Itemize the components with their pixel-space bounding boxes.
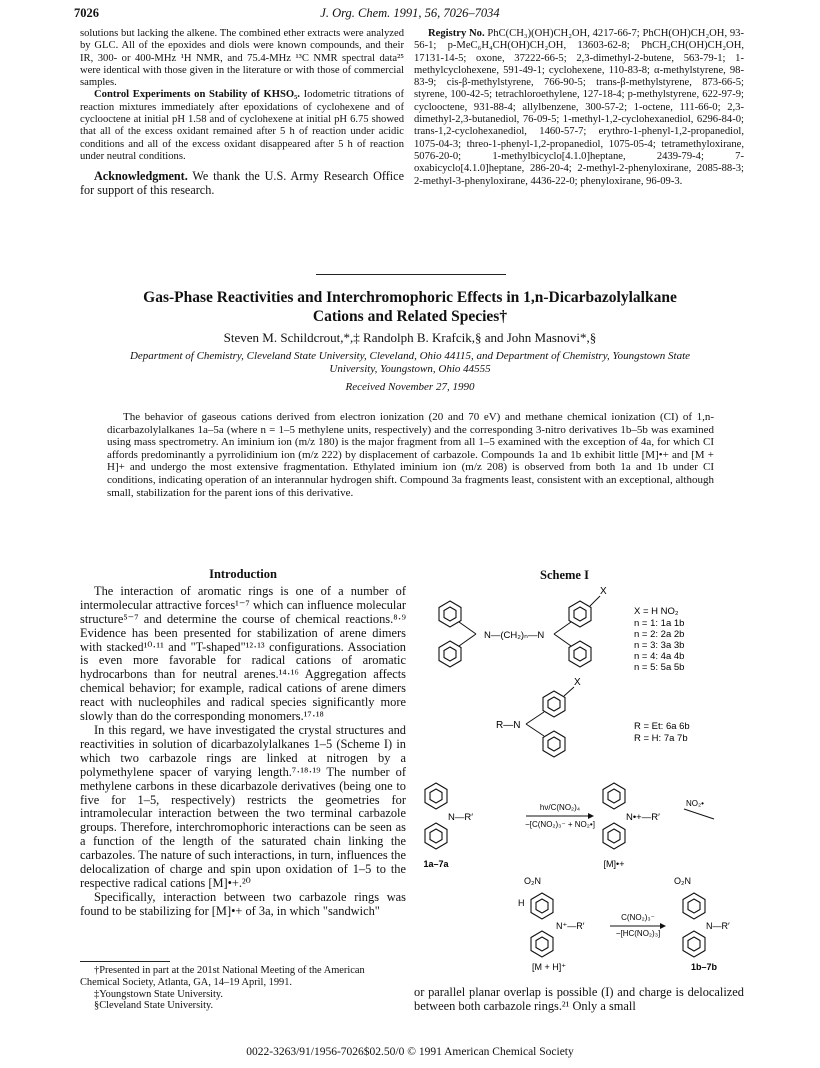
footnotes [80, 965, 406, 1012]
article-title: Gas-Phase Reactivities and Interchromophoric Effects in 1,n-Dicarbazolylalkane Cations and Related Species† [143, 289, 677, 325]
product-range-label: 1b–7b [690, 962, 718, 972]
footnote-presented: †Presented in part at the 201st National Meeting of the American Chemical Society, Atlanta, GA, 14–19 April, 1991. [80, 965, 365, 988]
arrow-head [588, 813, 594, 819]
o2n-label: O₂N [524, 876, 541, 886]
no2-radical-label: NO₂• [686, 799, 704, 808]
radical-cation-name: [M]•+ [603, 859, 625, 869]
x-substituent-label: X [600, 586, 607, 597]
acknowledgment-text: We thank the U.S. Army Research Office for support of this research. [80, 169, 404, 198]
right-column-text: or parallel planar overlap is possible (I) and charge is delocalized between both carbazole rings.²¹ Only a small [414, 985, 744, 1013]
previous-article-left-column [80, 28, 404, 197]
arrow1-byproduct: −[C(NO₂)₃⁻ + NO₂•] [525, 820, 595, 829]
scheme-figure [414, 584, 744, 974]
article-affiliation: Department of Chemistry, Cleveland State University, Cleveland, Ohio 44115, and Department of Chemistry, Youngstown State University, Youngstown, Ohio 44555 [129, 350, 691, 375]
r-row: R = Et: 6a 6b [634, 721, 690, 732]
r-row: R = H: 7a 7b [634, 733, 688, 744]
o2n-label-product: O₂N [674, 876, 691, 886]
n-row: n = 4: 4a 4b [634, 651, 685, 662]
footnote-divider [80, 961, 170, 962]
nr-label: N—R′ [448, 812, 474, 823]
nitration-step [518, 876, 730, 972]
protonated-n-label: N⁺—R′ [556, 921, 585, 931]
received-date: Received November 27, 1990 [345, 381, 475, 393]
n-row: n = 3: 3a 3b [634, 640, 685, 651]
chain-label: N—(CH₂)ₙ—N [484, 630, 545, 641]
arrow2-byproduct: −[HC(NO₂)₃] [615, 929, 661, 938]
arrow1-reagent: hν/C(NO₂)₄ [539, 803, 581, 812]
dicarbazole-structure [439, 586, 607, 667]
product-nr-label: N—R′ [706, 921, 730, 931]
h-label: H [518, 898, 525, 908]
registry-text: PhC(CH₃)(OH)CH₂OH, 4217-66-7; PhCH(OH)CH₂OH, 93-56-1; p-MeC₆H₄CH(OH)CH₂OH, 13603-62-8; PhCH₂CH(OH)CH₂OH, 17131-14-5; oxone, 37222-66-5; 2,3-dimethyl-2-butene, 563-79-1; 1-methylcyclohexene, 591-49-1; cyclohexene, 110-83-8; α-methylstyrene, 98-83-9; cis-β-methylstyrene, 766-90-5; trans-β-methylstyrene, 873-66-5; styrene, 100-42-5; tetrachloroethylene, 127-18-4; p-methylstyrene, 622-97-9; cyclooctene, 931-88-4; allylbenzene, 300-57-2; 1-octene, 111-66-0; 2,3-dimethyl-2,3-butanediol, 76-09-5; 1-methyl-1,2-cyclohexanediol, 6296-84-0; trans-1,2-cyclohexanediol, 1460-57-7; erythro-1-phenyl-1,2-propanediol, 1075-04-3; threo-1-phenyl-1,2-propanediol, 1075-05-4; tetramethyloxirane, 5076-20-0; 1-methylbicyclo[4.1.0]heptane, 2439-79-4; 7-oxabicyclo[4.1.0]heptane, 286-20-4; 2-methyl-2-phenyloxirane, 2085-88-3; 2-methyl-3-phenyloxirane, 4436-22-0; phenyloxirane, 96-09-3. [414, 28, 744, 187]
rn-label: R—N [496, 720, 521, 731]
page-number: 7026 [74, 6, 99, 20]
control-experiments-text: Iodometric titrations of reaction mixtures immediately after epoxidations of cyclohexene and of cyclooctene at initial pH 1.58 and of cyclohexene at initial pH 6.75 showed that all of the excess oxidant remained after 5 h of reaction under acidic conditions and all of the excess oxidant disappeared after 5 h of reaction under neutral conditions. [80, 89, 404, 162]
introduction-section [80, 568, 406, 919]
introduction-paragraph-3: Specifically, interaction between two carbazole rings was found to be stabilizing for [M]•+ of 3a, in which "sandwich" [80, 889, 406, 918]
x-header: X = H NO₂ [634, 606, 679, 617]
registry-numbers [414, 28, 744, 188]
scheme-title: Scheme I [540, 568, 589, 582]
control-experiments-heading: Control Experiments on Stability of KHSO₅. [94, 89, 300, 101]
introduction-heading: Introduction [209, 567, 277, 581]
section-divider [316, 274, 506, 275]
footnote-youngstown: ‡Youngstown State University. [94, 988, 224, 1000]
journal-citation: J. Org. Chem. 1991, 56, 7026–7034 [320, 6, 500, 20]
n-row: n = 1: 1a 1b [634, 618, 685, 629]
article-authors: Steven M. Schildcrout,*,‡ Randolph B. Krafcik,§ and John Masnovi*,§ [223, 330, 597, 345]
compound-range-label: 1a–7a [423, 859, 449, 869]
r-carbazole-structure [496, 677, 690, 757]
previous-article-paragraph: solutions but lacking the alkene. The combined ether extracts were analyzed by GLC. All of the epoxides and diols were known compounds, and their IR, 300- or 400-MHz ¹H NMR, and 75.4-MHz ¹³C NMR spectral data²⁵ were identical with those given in the literature or with those of commercial samples. [80, 28, 404, 89]
copyright-footer: 0022-3263/91/1956-7026$02.50/0 © 1991 American Chemical Society [246, 1046, 574, 1058]
introduction-paragraph-1: The interaction of aromatic rings is one of a number of intermolecular attractive forces¹⁻⁷ which can influence molecular structure⁵⁻⁷ and determine the course of chemical reactions.⁸·⁹ Evidence has been presented for stabilization of arene dimers with stacked¹⁰·¹¹ and "T-shaped"¹²·¹³ configurations. Association is even more favorable for radical cations of aromatic hydrocarbons than for neutral arenes.¹⁴·¹⁶ Aggregation affects chemical behavior; for example, radical cations of arene dimers react with nucleophiles and radical species significantly more slowly than do the corresponding monomers.¹⁷·¹⁸ [80, 583, 406, 724]
n-row: n = 2: 2a 2b [634, 629, 685, 640]
radical-cation-label: N•+—R′ [626, 812, 660, 823]
acknowledgment-heading: Acknowledgment. [94, 169, 188, 184]
x-substituent-label: X [574, 677, 581, 688]
n-row: n = 5: 5a 5b [634, 662, 685, 673]
registry-heading: Registry No. [428, 28, 485, 39]
introduction-paragraph-2: In this regard, we have investigated the crystal structures and reactivities in solution of dicarbazolylalkanes 1–5 (Scheme I) in which two carbazole rings are linked at nitrogen by a polymethylene spacer of varying length.⁷·¹⁸·¹⁹ The number of methylene carbons in these dicarbazole derivatives (being one to five for 1–5, respectively) restricts the geometries for intramolecular interaction between the two terminal carbazole groups. Therefore, interchromophoric interactions can be seen as a function of the length of the saturated chain linking the carbazoles. The nature of such interactions, in turn, influences the delocalization of charge and spin upon oxidation of 1–5 to the respective radical cations [M]•+.²⁰ [80, 722, 406, 890]
footnote-cleveland: §Cleveland State University. [94, 1000, 214, 1012]
protonated-ion-name: [M + H]⁺ [531, 962, 567, 972]
arrow2-reagent: C(NO₂)₃⁻ [621, 913, 655, 922]
article-abstract: The behavior of gaseous cations derived from electron ionization (20 and 70 eV) and methane chemical ionization (CI) of 1,n-dicarbazolylalkanes 1a–5a (where n = 1–5 methylene units, respectively) and the corresponding 3-nitro derivatives 1b–5b was examined using mass spectrometry. An iminium ion (m/z 180) is the major fragment from all 1–5 examined with the exception of 4a, for which CI affords predominantly a pyrrolidinium ion (m/z 222) by displacement of carbazole. Compounds 1a and 1b exhibit little [M]•+ and [M + H]+ and undergo the most extensive fragmentation. Ethylated iminium ion (m/z 208) is observed from both 1a and 1b under CI conditions, indicating operation of an interannular hydrogen shift. Compound 3a fragments least, consistent with an exceptional, although small, stabilization for the parent ions of this derivative. [107, 411, 714, 499]
oxidation-step [423, 783, 714, 869]
n-legend [634, 606, 684, 673]
